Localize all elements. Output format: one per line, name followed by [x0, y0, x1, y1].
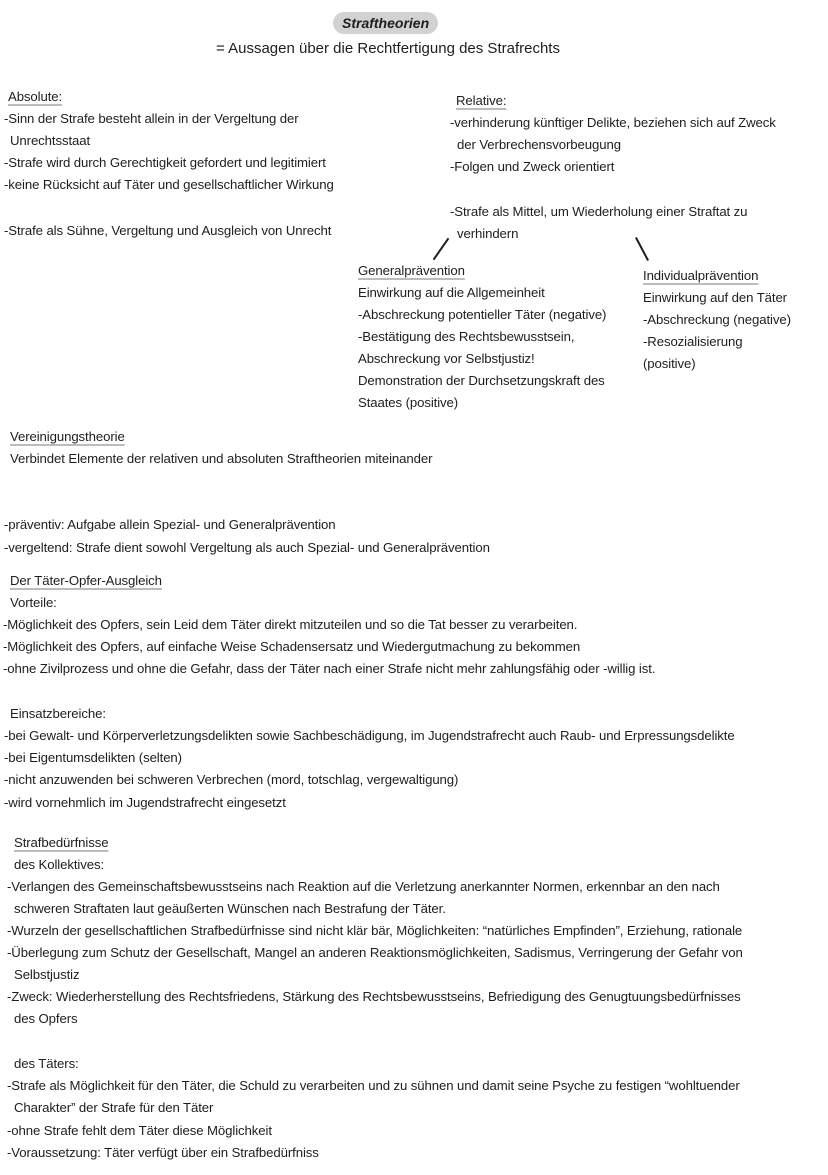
absolute-line: -Sinn der Strafe besteht allein in der Vergeltung der [4, 111, 299, 126]
relative-line: verhindern [457, 226, 519, 241]
absolute-heading: Absolute: [8, 89, 63, 104]
toa-vorteil: -Möglichkeit des Opfers, auf einfache Weise Schadensersatz und Wiedergutmachung zu bekommen [3, 639, 581, 654]
generalpraevention-line: Einwirkung auf die Allgemeinheit [358, 285, 545, 300]
toa-einsatz: -bei Eigentumsdelikten (selten) [4, 750, 182, 765]
generalpraevention-line: Staates (positive) [358, 395, 459, 410]
relative-line: -verhinderung künftiger Delikte, beziehen sich auf Zweck [450, 115, 776, 130]
toa-einsatz-label: Einsatzbereiche: [10, 706, 106, 721]
toa-vorteile-label: Vorteile: [10, 595, 57, 610]
toa-vorteil: -Möglichkeit des Opfers, sein Leid dem Täter direkt mitzuteilen und so die Tat besser zu verarbeiten. [3, 617, 578, 632]
generalpraevention-line: Abschreckung vor Selbstjustiz! [358, 351, 535, 366]
taeter-line: Charakter” der Strafe für den Täter [14, 1100, 214, 1115]
toa-einsatz: -nicht anzuwenden bei schweren Verbrechen (mord, totschlag, vergewaltigung) [4, 772, 459, 787]
individualpraevention-heading: Individualprävention [643, 268, 759, 283]
toa-vorteil: -ohne Zivilprozess und ohne die Gefahr, dass der Täter nach einer Strafe nicht mehr zahlungsfähig oder -willig ist. [3, 661, 656, 676]
vereinigung-line: Verbindet Elemente der relativen und absoluten Straftheorien miteinander [10, 451, 433, 466]
kollektiv-line: des Opfers [14, 1011, 78, 1026]
relative-line: der Verbrechensvorbeugung [457, 137, 621, 152]
vereinigung-item: -vergeltend: Strafe dient sowohl Vergeltung als auch Spezial- und Generalprävention [4, 540, 490, 555]
kollektiv-line: -Verlangen des Gemeinschaftsbewusstseins nach Reaktion auf die Verletzung anerkannter Normen, erkennbar an den nach [7, 879, 720, 894]
strafbeduerfnisse-heading: Strafbedürfnisse [14, 835, 109, 850]
relative-line: -Folgen und Zweck orientiert [450, 159, 615, 174]
individualpraevention-line: (positive) [643, 356, 696, 371]
page-title: Straftheorien [333, 12, 438, 34]
kollektiv-line: schweren Straftaten laut geäußerten Wünschen nach Bestrafung der Täter. [14, 901, 446, 916]
relative-heading: Relative: [456, 93, 507, 108]
kollektiv-line: -Zweck: Wiederherstellung des Rechtsfriedens, Stärkung des Rechtsbewusstseins, Befriedigung des Genugtuungsbedürfnisses [7, 989, 741, 1004]
kollektiv-line: Selbstjustiz [14, 967, 80, 982]
taeter-label: des Täters: [14, 1056, 79, 1071]
absolute-line: -Strafe als Sühne, Vergeltung und Ausgleich von Unrecht [4, 223, 332, 238]
toa-einsatz: -wird vornehmlich im Jugendstrafrecht eingesetzt [4, 795, 286, 810]
toa-heading: Der Täter-Opfer-Ausgleich [10, 573, 162, 588]
taeter-line: -Strafe als Möglichkeit für den Täter, die Schuld zu verarbeiten und zu sühnen und damit seine Psyche zu festigen “wohltuender [7, 1078, 740, 1093]
vereinigung-heading: Vereinigungstheorie [10, 429, 125, 444]
individualpraevention-line: -Resozialisierung [643, 334, 743, 349]
page-subtitle: = Aussagen über die Rechtfertigung des Strafrechts [216, 40, 560, 57]
individualpraevention-line: Einwirkung auf den Täter [643, 290, 787, 305]
generalpraevention-line: -Bestätigung des Rechtsbewusstsein, [358, 329, 575, 344]
branch-line-right [635, 237, 649, 261]
kollektiv-label: des Kollektives: [14, 857, 105, 872]
absolute-line: -keine Rücksicht auf Täter und gesellschaftlicher Wirkung [4, 177, 334, 192]
relative-line: -Strafe als Mittel, um Wiederholung einer Straftat zu [450, 204, 748, 219]
individualpraevention-line: -Abschreckung (negative) [643, 312, 791, 327]
taeter-line: -ohne Strafe fehlt dem Täter diese Möglichkeit [7, 1123, 272, 1138]
kollektiv-line: -Wurzeln der gesellschaftlichen Strafbedürfnisse sind nicht klär bär, Möglichkeiten: “natürliches Empfinden”, Erziehung, rationale [7, 923, 743, 938]
absolute-line: -Strafe wird durch Gerechtigkeit gefordert und legitimiert [4, 155, 326, 170]
generalpraevention-line: -Abschreckung potentieller Täter (negative) [358, 307, 607, 322]
generalpraevention-line: Demonstration der Durchsetzungskraft des [358, 373, 605, 388]
vereinigung-item: -präventiv: Aufgabe allein Spezial- und Generalprävention [4, 517, 336, 532]
toa-einsatz: -bei Gewalt- und Körperverletzungsdelikten sowie Sachbeschädigung, im Jugendstrafrecht auch Raub- und Erpressungsdelikte [4, 728, 735, 743]
branch-line-left [433, 238, 450, 260]
absolute-line: Unrechtsstaat [10, 133, 91, 148]
generalpraevention-heading: Generalprävention [358, 263, 465, 278]
kollektiv-line: -Überlegung zum Schutz der Gesellschaft, Mangel an anderen Reaktionsmöglichkeiten, Sadismus, Verringerung der Gefahr von [7, 945, 743, 960]
taeter-line: -Voraussetzung: Täter verfügt über ein Strafbedürfniss [7, 1145, 319, 1160]
